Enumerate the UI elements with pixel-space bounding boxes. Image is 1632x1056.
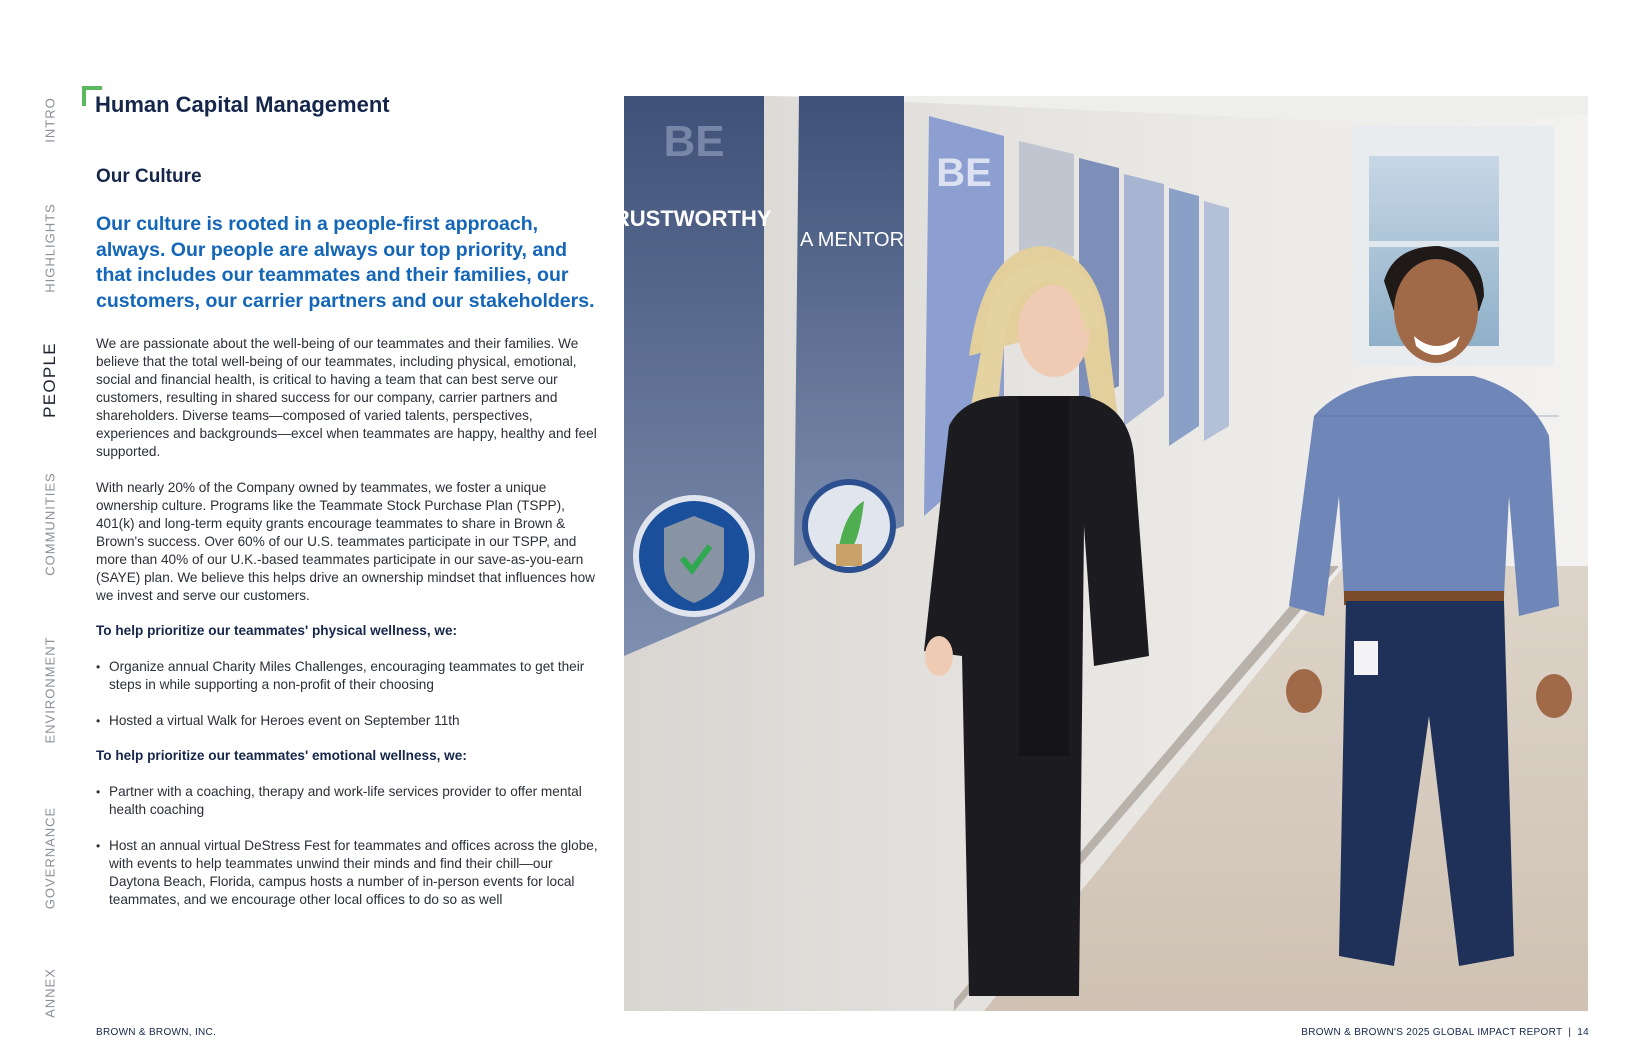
footer-separator: |: [1568, 1027, 1572, 1038]
main-text-column: [96, 166, 606, 927]
list-item: • Partner with a coaching, therapy and work-life services provider to offer mental health coaching: [96, 783, 606, 819]
footer-company: BROWN & BROWN, INC.: [96, 1027, 217, 1038]
body-paragraph-wellbeing: We are passionate about the well-being of our teammates and their families. We believe that the total well-being of our teammates, including physical, emotional, social and financial health, is critical to having a team that can best serve our customers, resulting in shared success for our company, carrier partners and shareholders. Diverse teams—composed of varied talents, perspectives, experiences and backgrounds—excel when teammates are happy, healthy and feel supported.: [96, 336, 597, 459]
footer-report: [1301, 1027, 1589, 1038]
pull-quote: Our culture is rooted in a people-first approach, always. Our people are always our top priority, and that includes our teammates and their families, our customers, our carrier partners and our stakeholders.: [96, 213, 595, 312]
section-heading: Our Culture: [96, 166, 202, 187]
hallway-photo: [600, 96, 1588, 1011]
nav-annex[interactable]: ANNEX: [42, 968, 58, 1018]
sign-trustworthy: TRUSTWORTHY: [600, 206, 772, 231]
emotional-wellness-heading: To help prioritize our teammates' emotional wellness, we:: [96, 748, 467, 763]
page-title: Human Capital Management: [95, 92, 390, 117]
list-item: • Organize annual Charity Miles Challenges, encouraging teammates to get their steps in while supporting a non-profit of their choosing: [96, 658, 606, 694]
nav-highlights[interactable]: HIGHLIGHTS: [42, 203, 58, 293]
body-paragraph-ownership: With nearly 20% of the Company owned by teammates, we foster a unique ownership culture. Programs like the Teammate Stock Purchase Plan (TSPP), 401(k) and long-term equity grants encourage teammates to share in Brown & Brown's success. Over 60% of our U.S. teammates participate in our TSPP, and more than 40% of our U.K.-based teammates participate in our save-as-you-earn (SAYE) plan. We believe this helps drive an ownership mindset that influences how we invest and serve our customers.: [96, 480, 595, 603]
physical-wellness-list: [96, 658, 606, 730]
emotional-wellness-list: [96, 783, 606, 909]
side-nav: [0, 0, 80, 1056]
nav-communities[interactable]: COMMUNITIES: [42, 472, 58, 576]
list-item: • Host an annual virtual DeStress Fest for teammates and offices across the globe, with events to help teammates unwind their minds and find their chill—our Daytona Beach, Florida, campus hosts a number of in-person events for local teammates, and we encourage other local offices to do so as well: [96, 837, 606, 909]
footer-report-title: BROWN & BROWN'S 2025 GLOBAL IMPACT REPORT: [1301, 1027, 1563, 1038]
sign-be-2: BE: [936, 151, 992, 195]
sign-a-mentor: A MENTOR: [799, 229, 905, 251]
sign-be-1: BE: [663, 117, 725, 166]
nav-intro[interactable]: INTRO: [42, 97, 58, 143]
page-number: 14: [1577, 1027, 1589, 1038]
nav-people[interactable]: PEOPLE: [40, 342, 59, 418]
nav-governance[interactable]: GOVERNANCE: [42, 806, 58, 910]
physical-wellness-heading: To help prioritize our teammates' physical wellness, we:: [96, 623, 458, 638]
nav-environment[interactable]: ENVIRONMENT: [42, 636, 58, 744]
list-item: • Hosted a virtual Walk for Heroes event on September 11th: [96, 712, 606, 730]
